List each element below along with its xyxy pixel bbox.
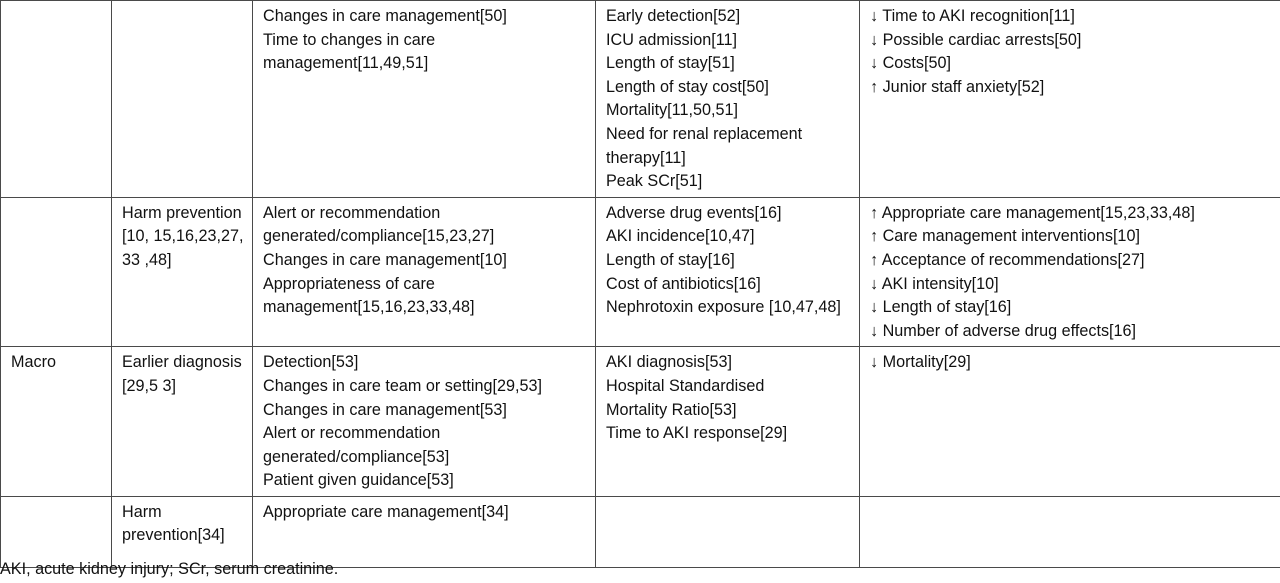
list-item: Appropriateness of care management[15,16,23,33,48] <box>263 274 475 317</box>
list-item: Time to AKI response[29] <box>606 424 788 443</box>
measures-cell <box>253 1 596 198</box>
level-cell <box>1 347 112 497</box>
list-item: Adverse drug events[16] <box>606 203 782 222</box>
findings-cell <box>860 1 1280 198</box>
list-item: ↓ Possible cardiac arrests[50] <box>870 30 1082 49</box>
list-item: ↓ Costs[50] <box>870 54 951 73</box>
list-item: Need for renal replacement therapy[11] <box>606 124 803 167</box>
outcomes-cell <box>596 347 860 497</box>
list-item: ↑ Acceptance of recommendations[27] <box>870 250 1145 269</box>
list-item: ↓ Length of stay[16] <box>870 298 1012 317</box>
list-item: Patient given guidance[53] <box>263 471 454 490</box>
strategy-cell <box>112 197 253 347</box>
table-row <box>1 197 1280 347</box>
level-cell <box>1 496 112 567</box>
list-item: Hospital Standardised Mortality Ratio[53] <box>606 376 765 419</box>
measures-cell <box>253 496 596 567</box>
list-item: AKI diagnosis[53] <box>606 353 732 372</box>
findings-cell <box>860 347 1280 497</box>
findings-cell <box>860 496 1280 567</box>
level-cell <box>1 1 112 198</box>
strategy-label: Harm prevention[10, 15,16,23,27,33 ,48] <box>122 203 244 269</box>
list-item: Changes in care team or setting[29,53] <box>263 376 542 395</box>
table-row <box>1 1 1280 198</box>
list-item: ↓ Mortality[29] <box>870 353 971 372</box>
list-item: Detection[53] <box>263 353 359 372</box>
list-item: ↓ AKI intensity[10] <box>870 274 999 293</box>
list-item: Alert or recommendation generated/compliance[53] <box>263 424 450 466</box>
strategy-cell <box>112 496 253 567</box>
list-item: ↑ Junior staff anxiety[52] <box>870 77 1045 96</box>
strategy-label: Earlier diagnosis[29,5 3] <box>122 353 242 395</box>
list-item: Early detection[52] <box>606 7 741 25</box>
list-item: ↓ Number of adverse drug effects[16] <box>870 321 1137 340</box>
measures-cell <box>253 197 596 347</box>
list-item: Alert or recommendation generated/compliance[15,23,27] <box>263 203 495 246</box>
list-item: Mortality[11,50,51] <box>606 101 738 120</box>
outcomes-cell <box>596 496 860 567</box>
strategy-cell <box>112 347 253 497</box>
strategy-label: Harm prevention[34] <box>122 502 225 545</box>
list-item: Length of stay cost[50] <box>606 77 769 96</box>
table-row <box>1 496 1280 567</box>
list-item: Nephrotoxin exposure [10,47,48] <box>606 298 841 317</box>
list-item: ↑ Appropriate care management[15,23,33,48] <box>870 203 1195 222</box>
list-item: Peak SCr[51] <box>606 172 703 191</box>
outcomes-cell <box>596 1 860 198</box>
findings-cell <box>860 197 1280 347</box>
level-cell <box>1 197 112 347</box>
measures-cell <box>253 347 596 497</box>
list-item: Length of stay[51] <box>606 54 735 73</box>
level-label: Macro <box>11 353 56 372</box>
list-item: Cost of antibiotics[16] <box>606 274 761 293</box>
strategy-cell <box>112 1 253 198</box>
table-row <box>1 347 1280 497</box>
list-item: ↑ Care management interventions[10] <box>870 227 1140 246</box>
list-item: ICU admission[11] <box>606 30 738 49</box>
list-item: ↓ Time to AKI recognition[11] <box>870 7 1075 25</box>
list-item: Changes in care management[10] <box>263 250 507 269</box>
list-item: Changes in care management[53] <box>263 400 507 419</box>
list-item: Time to changes in care management[11,49,51] <box>263 30 436 73</box>
outcomes-cell <box>596 197 860 347</box>
list-item: Length of stay[16] <box>606 250 735 269</box>
list-item: AKI incidence[10,47] <box>606 227 755 246</box>
list-item: Changes in care management[50] <box>263 7 507 25</box>
list-item: Appropriate care management[34] <box>263 502 509 521</box>
table-footnote: AKI, acute kidney injury; SCr, serum creatinine. <box>0 560 339 578</box>
